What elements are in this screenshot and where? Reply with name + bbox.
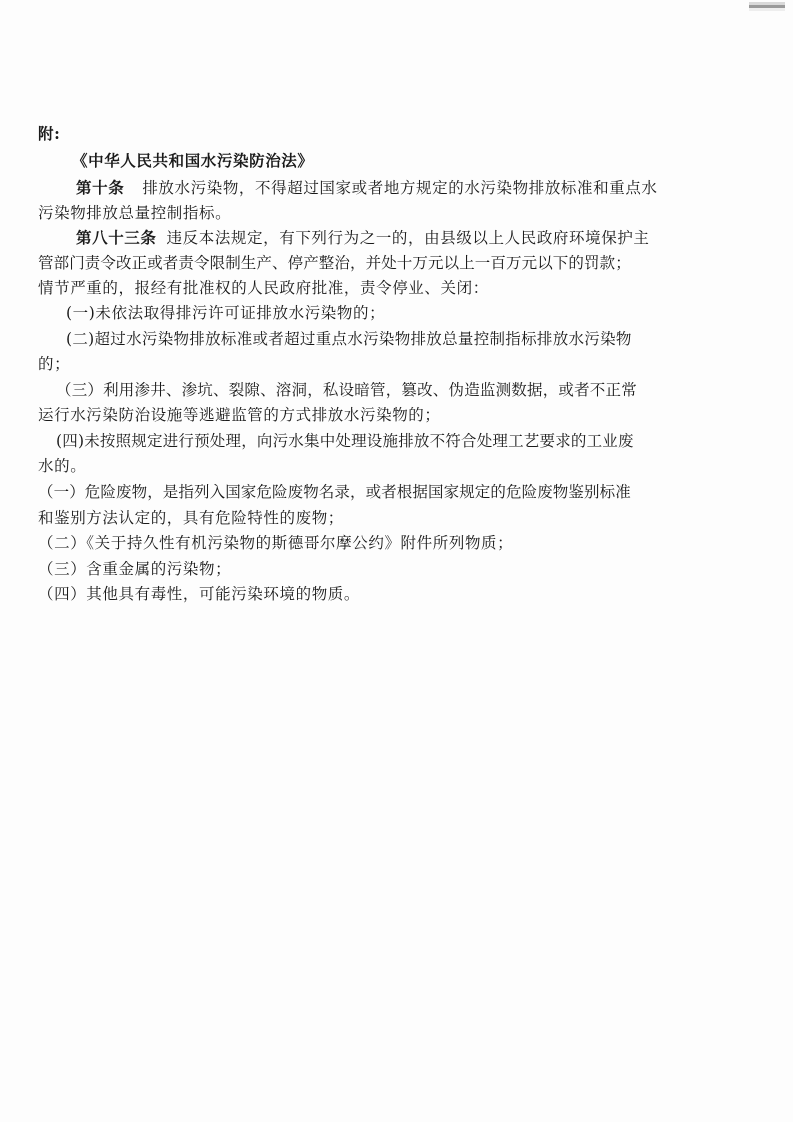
hazard-item-2: （二）《关于持久性有机污染物的斯德哥尔摩公约》附件所列物质； [38,534,514,552]
hazard-item-3: （三）含重金属的污染物； [38,560,232,578]
attachment-label: 附: [38,124,61,143]
article-83-item-3-line-2: 运行水污染防治设施等逃避监管的方式排放水污染物的； [38,406,441,424]
article-83-item-1: (一)未依法取得排污许可证排放水污染物的； [66,304,386,322]
article-83-text-1: 违反本法规定，有下列行为之一的，由县级以上人民政府环境保护主 [166,229,650,247]
article-83-item-4-line-2: 水的。 [38,457,87,475]
hazard-item-1-line-2: 和鉴别方法认定的，具有危险特性的废物； [38,509,344,527]
article-10-line-2: 污染物排放总量控制指标。 [38,204,232,222]
article-10-heading: 第十条 [76,178,125,197]
article-83-heading: 第八十三条 [76,228,157,247]
article-10-text-1: 排放水污染物，不得超过国家或者地方规定的水污染物排放标准和重点水 [142,179,658,197]
article-83-line-1 [76,228,650,248]
article-83-item-4-line-1: (四)未按照规定进行预处理，向污水集中处理设施排放不符合处理工艺要求的工业废 [56,432,634,450]
article-83-line-3: 情节严重的，报经有批准权的人民政府批准，责令停业、关闭： [38,279,489,297]
article-83-item-3-line-1: （三）利用渗井、渗坑、裂隙、溶洞，私设暗管，篡改、伪造监测数据，或者不正常 [56,381,637,399]
hazard-item-1-line-1: （一）危险废物，是指列入国家危险废物名录，或者根据国家规定的危险废物鉴别标准 [38,483,631,501]
scan-corner-mark [749,2,785,11]
article-83-item-2-line-1: (二)超过水污染物排放标准或者超过重点水污染物排放总量控制指标排放水污染物 [66,330,632,348]
article-10-line-1 [76,178,658,198]
law-title: 《中华人民共和国水污染防治法》 [72,151,314,170]
article-83-line-2: 管部门责令改正或者责令限制生产、停产整治，并处十万元以上一百万元以下的罚款； [38,254,631,272]
hazard-item-4: （四）其他具有毒性，可能污染环境的物质。 [38,585,361,603]
article-83-item-2-line-2: 的； [38,355,71,373]
